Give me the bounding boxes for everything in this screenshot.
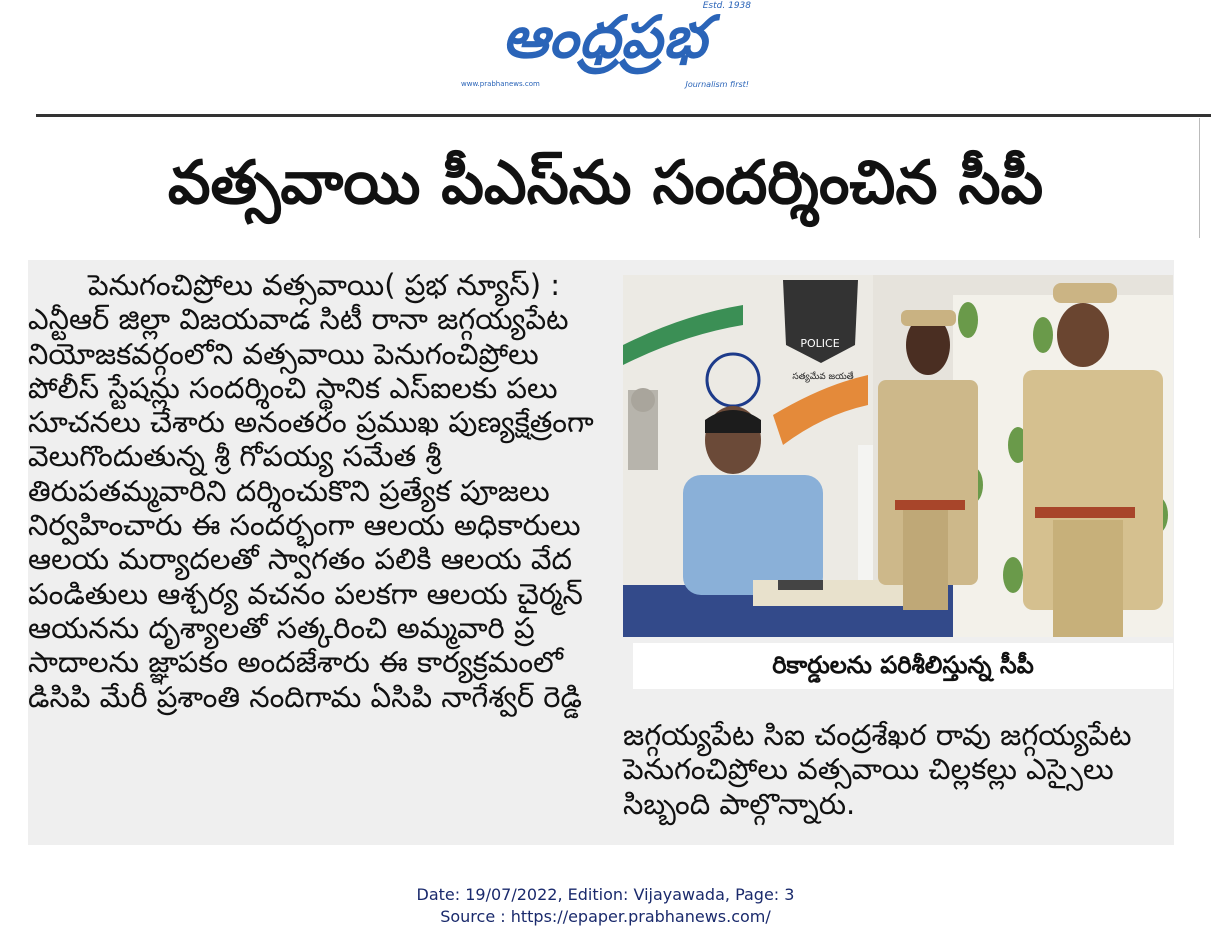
badge-motto: సత్యమేవ జయతే — [792, 372, 854, 382]
masthead-website: www.prabhanews.com — [461, 80, 540, 88]
article-line: వెలుగొందుతున్న శ్రీ గోపయ్య సమేత శ్రీ — [28, 439, 442, 474]
masthead-estd: Estd. 1938 — [702, 1, 751, 11]
article-line: పండితులు ఆశ్చర్య వచనం పలకగా ఆలయ చైర్మన్ — [28, 576, 583, 611]
article-line: నిర్వహించారు ఈ సందర్భంగా ఆలయ అధికారులు — [28, 508, 581, 543]
article-line: పెనుగంచిప్రోలు వత్సవాయి చిల్లకల్లు ఎస్సైలు — [623, 752, 1114, 787]
article-line: జగ్గయ్యపేట సిఐ చంద్రశేఖర రావు జగ్గయ్యపేట — [623, 718, 1132, 752]
news-photo — [623, 275, 1173, 637]
article-line: ఎన్టీఆర్ జిల్లా విజయవాడ సిటీ రానా జగ్గయ్యపేట — [28, 302, 569, 337]
footer-source: Source : https://epaper.prabhanews.com/ — [440, 907, 771, 926]
article-line: నియోజకవర్గంలోని వత్సవాయి పెనుగంచిప్రోలు — [28, 336, 539, 371]
article-line: సాదాలను జ్ఞాపకం అందజేశారు ఈ కార్యక్రమంలో — [28, 645, 563, 680]
article-body-left — [28, 268, 594, 714]
masthead — [455, 0, 755, 95]
article-headline: వత్సవాయి పీఎస్‌ను సందర్శించిన సీపీ — [167, 148, 1044, 218]
emblem-icon — [628, 388, 658, 470]
article-line: డిసిపి మేరీ ప్రశాంతి నందిగామ ఏసిపి నాగేశ్వర్ రెడ్డి — [28, 679, 582, 714]
article-line: సిబ్బంది పాల్గొన్నారు. — [623, 786, 856, 821]
masthead-tagline: Journalism first! — [685, 80, 749, 89]
badge-text: POLICE — [800, 337, 840, 350]
masthead-divider — [36, 114, 1211, 117]
photo-caption: రికార్డులను పరిశీలిస్తున్న సీపీ — [772, 651, 1034, 679]
footer-date: Date: 19/07/2022, Edition: Vijayawada, Page: 3 — [416, 885, 795, 904]
article-line: తిరుపతమ్మవారిని దర్శించుకొని ప్రత్యేక పూజలు — [28, 473, 550, 508]
article-line: పెనుగంచిప్రోలు వత్సవాయి( ప్రభ న్యూస్) : — [88, 268, 560, 302]
photo-caption-box — [633, 643, 1173, 689]
footer — [0, 884, 1211, 928]
desk-papers-icon — [753, 580, 903, 606]
article-line: ఆయనను దృశ్యాలతో సత్కరించి అమ్మవారి ప్ర — [28, 610, 535, 645]
article-line: ఆలయ మర్యాదలతో స్వాగతం పలికి ఆలయ వేద — [28, 542, 573, 577]
masthead-logo: ఆంధ్రప్రభ — [502, 3, 708, 71]
article-body-right — [623, 718, 1173, 821]
article-line: పోలీస్ స్టేషన్లు సందర్శించి స్థానిక ఎస్ఐలకు పలు — [28, 370, 558, 405]
article-line: సూచనలు చేశారు అనంతరం ప్రముఖ పుణ్యక్షేత్రంగా — [28, 405, 594, 440]
